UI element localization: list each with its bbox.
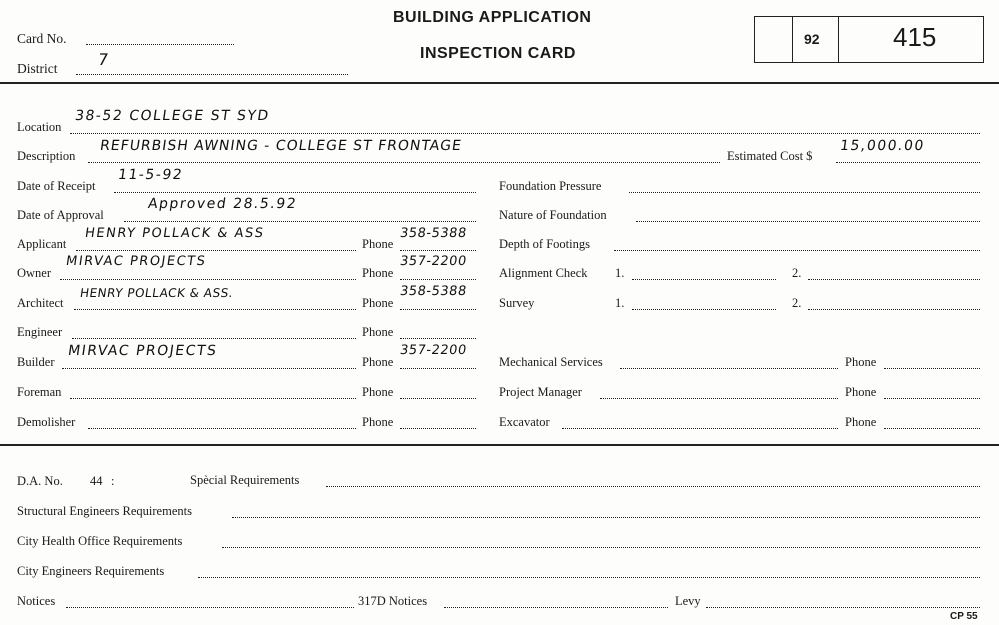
levy-field[interactable] — [706, 607, 980, 608]
applicant-phone-value: 358-5388 — [398, 226, 468, 241]
card-no-label: Card No. — [17, 31, 67, 46]
mechanical-label: Mechanical Services — [499, 355, 603, 369]
estimated-cost-label: Estimated Cost $ — [727, 149, 813, 163]
demolisher-field[interactable] — [88, 428, 356, 429]
da-no-label: D.A. No. — [17, 474, 63, 488]
project-manager-phone-label: Phone — [845, 385, 877, 399]
da-no-colon: : — [111, 474, 115, 488]
builder-label: Builder — [17, 355, 55, 369]
architect-phone-field[interactable] — [400, 309, 476, 310]
owner-phone-value: 357-2200 — [398, 254, 468, 269]
special-requirements-label: Spècial Requirements — [190, 473, 300, 487]
location-value: 38-52 COLLEGE ST SYD — [73, 108, 271, 124]
foreman-phone-label: Phone — [362, 385, 394, 399]
form-code: CP 55 — [950, 611, 978, 622]
mechanical-phone-field[interactable] — [884, 368, 980, 369]
survey-1-field[interactable] — [632, 309, 776, 310]
nature-foundation-field[interactable] — [636, 221, 980, 222]
location-field[interactable] — [70, 133, 980, 134]
project-manager-label: Project Manager — [499, 385, 582, 399]
estimated-cost-value: 15,000.00 — [838, 138, 926, 154]
notices-317d-field[interactable] — [444, 607, 668, 608]
architect-value: HENRY POLLACK & ASS. — [79, 286, 235, 300]
applicant-phone-label: Phone — [362, 237, 394, 251]
architect-phone-value: 358-5388 — [398, 284, 468, 299]
demolisher-label: Demolisher — [17, 415, 76, 429]
depth-footings-field[interactable] — [614, 250, 980, 251]
district-field[interactable] — [76, 74, 348, 75]
owner-label: Owner — [17, 266, 52, 280]
foreman-label: Foreman — [17, 385, 62, 399]
date-approval-label: Date of Approval — [17, 208, 104, 222]
description-label: Description — [17, 149, 76, 163]
excavator-phone-label: Phone — [845, 415, 877, 429]
card-number: 415 — [893, 22, 937, 52]
da-no-value: 44 — [90, 474, 103, 488]
notices-label: Notices — [17, 594, 56, 608]
foreman-field[interactable] — [70, 398, 356, 399]
excavator-phone-field[interactable] — [884, 428, 980, 429]
engineer-field[interactable] — [72, 338, 356, 339]
demolisher-phone-field[interactable] — [400, 428, 476, 429]
builder-value: MIRVAC PROJECTS — [66, 343, 219, 359]
excavator-label: Excavator — [499, 415, 550, 429]
alignment-1-field[interactable] — [632, 279, 776, 280]
builder-phone-value: 357-2200 — [398, 343, 468, 358]
nature-foundation-label: Nature of Foundation — [499, 208, 607, 222]
description-value: REFURBISH AWNING - COLLEGE ST FRONTAGE — [98, 138, 463, 154]
location-label: Location — [17, 120, 62, 134]
engineer-phone-field[interactable] — [400, 338, 476, 339]
structural-field[interactable] — [232, 517, 980, 518]
box-divider-2 — [838, 16, 839, 63]
city-engineers-label: City Engineers Requirements — [17, 564, 165, 578]
owner-value: MIRVAC PROJECTS — [64, 254, 208, 269]
alignment-check-label: Alignment Check — [499, 266, 588, 280]
owner-phone-field[interactable] — [400, 279, 476, 280]
description-field[interactable] — [88, 162, 720, 163]
architect-field[interactable] — [74, 309, 356, 310]
foundation-pressure-label: Foundation Pressure — [499, 179, 602, 193]
depth-footings-label: Depth of Footings — [499, 237, 590, 251]
date-receipt-value: 11-5-92 — [116, 167, 185, 183]
notices-field[interactable] — [66, 607, 354, 608]
applicant-field[interactable] — [76, 250, 356, 251]
applicant-phone-field[interactable] — [400, 250, 476, 251]
project-manager-phone-field[interactable] — [884, 398, 980, 399]
alignment-1-label: 1. — [615, 266, 625, 280]
architect-phone-label: Phone — [362, 296, 394, 310]
foreman-phone-field[interactable] — [400, 398, 476, 399]
survey-2-field[interactable] — [808, 309, 980, 310]
alignment-2-field[interactable] — [808, 279, 980, 280]
date-approval-value: Approved 28.5.92 — [146, 196, 299, 212]
builder-field[interactable] — [62, 368, 356, 369]
owner-phone-label: Phone — [362, 266, 394, 280]
applicant-label: Applicant — [17, 237, 67, 251]
applicant-value: HENRY POLLACK & ASS — [83, 226, 266, 241]
engineer-phone-label: Phone — [362, 325, 394, 339]
foundation-pressure-field[interactable] — [629, 192, 980, 193]
card-year: 92 — [804, 31, 820, 47]
alignment-2-label: 2. — [792, 266, 802, 280]
project-manager-field[interactable] — [600, 398, 838, 399]
survey-label: Survey — [499, 296, 535, 310]
lower-divider — [0, 444, 999, 446]
builder-phone-field[interactable] — [400, 368, 476, 369]
survey-2-label: 2. — [792, 296, 802, 310]
mechanical-field[interactable] — [620, 368, 838, 369]
excavator-field[interactable] — [562, 428, 838, 429]
demolisher-phone-label: Phone — [362, 415, 394, 429]
district-label: District — [17, 61, 58, 76]
city-engineers-field[interactable] — [198, 577, 980, 578]
health-label: City Health Office Requirements — [17, 534, 183, 548]
card-no-field[interactable] — [86, 44, 234, 45]
mechanical-phone-label: Phone — [845, 355, 877, 369]
card-number-box — [754, 16, 984, 63]
builder-phone-label: Phone — [362, 355, 394, 369]
survey-1-label: 1. — [615, 296, 625, 310]
date-receipt-label: Date of Receipt — [17, 179, 96, 193]
levy-label: Levy — [675, 594, 701, 608]
health-field[interactable] — [222, 547, 980, 548]
architect-label: Architect — [17, 296, 64, 310]
owner-field[interactable] — [60, 279, 356, 280]
notices-317d-label: 317D Notices — [358, 594, 428, 608]
form-title-line1: BUILDING APPLICATION — [393, 9, 592, 26]
box-divider-1 — [792, 16, 793, 63]
special-requirements-field[interactable] — [326, 486, 980, 487]
structural-label: Structural Engineers Requirements — [17, 504, 192, 518]
date-approval-field[interactable] — [124, 221, 476, 222]
header-divider — [0, 82, 999, 84]
form-title-line2: INSPECTION CARD — [420, 45, 576, 62]
district-value: 7 — [96, 50, 112, 69]
engineer-label: Engineer — [17, 325, 63, 339]
estimated-cost-field[interactable] — [836, 162, 980, 163]
date-receipt-field[interactable] — [114, 192, 476, 193]
